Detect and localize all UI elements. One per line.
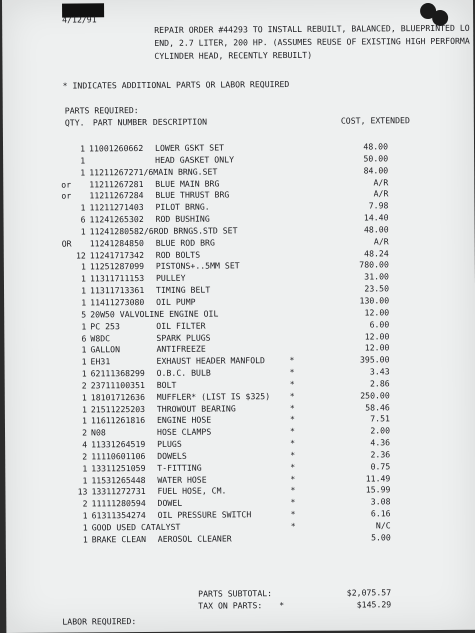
row-cost: 50.00 xyxy=(363,153,389,164)
row-description: WATER HOSE xyxy=(157,474,207,485)
row-description: TIMING BELT xyxy=(155,284,211,296)
row-part-number: PC 253 xyxy=(90,320,120,332)
totals-block xyxy=(6,587,475,614)
row-qty: 1 xyxy=(81,415,87,426)
row-qty: 1 xyxy=(82,522,88,533)
row-qty: 1 xyxy=(81,285,87,296)
row-part-number: GALLON xyxy=(90,344,121,355)
row-description: HEAD GASKET ONLY xyxy=(155,154,235,165)
row-description: MUFFLER* (LIST IS $325) xyxy=(156,390,271,402)
row-qty: 1 xyxy=(81,297,87,308)
row-part-number: 11241717342 xyxy=(89,249,145,260)
order-header xyxy=(154,23,475,64)
header-line-1: REPAIR ORDER #44293 TO INSTALL REBUILT, BALANCED, BLUEPRINTED LO xyxy=(154,22,470,35)
row-description: SPARK PLUGS xyxy=(156,332,211,343)
row-part-number: 62111368299 xyxy=(90,368,145,379)
row-qty: 5 xyxy=(81,309,87,320)
row-cost: A/R xyxy=(373,188,389,199)
row-cost: 250.00 xyxy=(360,390,390,401)
row-description: LOWER GSKT SET xyxy=(155,142,225,153)
row-description: ROD BOLTS xyxy=(155,249,201,260)
legend-note: * INDICATES ADDITIONAL PARTS OR LABOR REQUIRED xyxy=(62,78,290,91)
row-part-number: 11311711153 xyxy=(89,273,145,284)
row-part-number: 11241284850 xyxy=(89,237,144,249)
header-line-2: END, 2.7 LITER, 200 HP. (ASSUMES REUSE OF EXISTING HIGH PERFORMA xyxy=(154,35,470,48)
row-description: BLUE THRUST BRG xyxy=(155,189,230,201)
row-part-number: 11251287099 xyxy=(89,261,145,272)
row-cost: 48.00 xyxy=(363,141,389,152)
row-qty: 1 xyxy=(80,273,86,284)
table-row xyxy=(6,532,475,547)
row-part-number: 21511225203 xyxy=(90,403,146,414)
row-prefix: OR xyxy=(61,238,72,249)
row-description: PILOT BRNG. xyxy=(155,201,210,213)
column-header-qty: QTY. xyxy=(64,117,85,128)
row-qty: 1 xyxy=(80,226,86,237)
row-extra-marker: * xyxy=(290,509,296,520)
row-part-number: 18101712636 xyxy=(90,391,146,403)
row-qty: 1 xyxy=(80,143,86,154)
row-cost: 2.36 xyxy=(370,449,391,460)
row-part-number: 11211267284 xyxy=(89,190,144,201)
row-part-number: 11331264519 xyxy=(91,439,146,450)
row-qty: 2 xyxy=(81,380,87,391)
row-extra-marker: * xyxy=(289,402,295,413)
row-cost: 11.49 xyxy=(365,472,391,484)
row-description: BOLT xyxy=(156,379,177,390)
row-description: BLUE ROD BRG xyxy=(155,237,215,248)
row-cost: 23.50 xyxy=(364,283,390,294)
row-prefix: or xyxy=(61,190,72,201)
row-description: PLUGS xyxy=(157,438,182,450)
row-part-number: 23711100351 xyxy=(90,379,145,391)
row-part-number: 11611261816 xyxy=(90,415,146,426)
row-part-number: 61311354274 xyxy=(91,510,146,521)
row-qty: 1 xyxy=(80,261,86,272)
row-description: DOWELS xyxy=(157,450,187,461)
row-extra-marker: * xyxy=(289,414,295,425)
row-extra-marker: * xyxy=(290,449,296,460)
row-description: HOSE CLAMPS xyxy=(156,426,212,438)
row-description: EXHAUST HEADER MANFOLD xyxy=(156,355,266,367)
row-qty: 1 xyxy=(81,356,87,367)
row-cost: A/R xyxy=(373,176,389,187)
subtotal-value: $2,075.57 xyxy=(346,587,392,598)
row-part-number: 11111280594 xyxy=(91,498,146,509)
row-part-number: 11211271403 xyxy=(89,202,144,213)
row-description: OIL PRESSURE SWITCH xyxy=(157,509,252,521)
row-cost: 6.00 xyxy=(369,318,390,330)
row-cost: 6.16 xyxy=(370,508,391,519)
row-part-number: 13311251059 xyxy=(91,462,146,474)
row-cost: 2.00 xyxy=(370,425,391,436)
row-qty: 12 xyxy=(75,250,86,261)
row-qty: 1 xyxy=(80,202,86,213)
row-qty: 1 xyxy=(82,475,88,486)
row-description: ROD BUSHING xyxy=(155,213,210,224)
row-cost: N/C xyxy=(375,520,391,531)
row-part-number: W8DC xyxy=(90,332,111,343)
row-extra-marker: * xyxy=(290,473,296,484)
tax-row xyxy=(6,599,475,614)
parts-required-label: PARTS REQUIRED: xyxy=(64,105,139,116)
row-qty: 1 xyxy=(81,392,87,403)
row-qty: 1 xyxy=(82,510,88,521)
row-qty: 1 xyxy=(81,344,87,355)
row-prefix: or xyxy=(61,179,72,190)
row-part-number: 13311272731 xyxy=(91,486,146,497)
row-part-number: GOOD USED CATALYST xyxy=(91,521,181,533)
row-description: BLUE MAIN BRG xyxy=(155,178,220,189)
tax-star: * xyxy=(279,600,285,611)
row-qty: 1 xyxy=(80,167,86,178)
row-cost: 12.00 xyxy=(364,307,390,318)
row-qty: 1 xyxy=(81,368,87,379)
row-description: OIL PUMP xyxy=(156,296,196,307)
repair-order-sheet xyxy=(2,0,475,633)
row-qty: 4 xyxy=(82,439,88,450)
header-line-3: CYLINDER HEAD, RECENTLY REBUILT) xyxy=(154,49,313,61)
column-header-cost: COST, EXTENDED xyxy=(340,115,410,126)
row-description: T-FITTING xyxy=(157,462,202,473)
row-description: FUEL HOSE, CM. xyxy=(157,485,227,497)
row-cost: 12.00 xyxy=(364,330,390,341)
row-part-number: 11311713361 xyxy=(89,285,145,296)
row-part-number: 11531265448 xyxy=(91,474,146,486)
row-extra-marker: * xyxy=(289,366,295,378)
column-header-part-number: PART NUMBER xyxy=(92,116,148,128)
row-extra-marker: * xyxy=(290,438,296,449)
row-qty: 2 xyxy=(82,427,88,438)
row-part-number: 11211267271/6MAIN BRNG.SET xyxy=(89,166,218,178)
row-part-number: 11001260662 xyxy=(89,143,144,154)
row-cost: 5.00 xyxy=(371,532,391,543)
row-description: O.B.C. BULB xyxy=(156,367,211,378)
row-cost: 130.00 xyxy=(359,295,390,306)
row-cost: 48.24 xyxy=(364,247,389,259)
row-qty: 1 xyxy=(80,155,86,166)
row-extra-marker: * xyxy=(289,355,295,366)
row-extra-marker: * xyxy=(289,426,295,437)
row-description: PISTONS+..5MM SET xyxy=(155,260,240,272)
row-description: THROWOUT BEARING xyxy=(156,402,236,414)
row-cost: 58.46 xyxy=(365,401,390,413)
row-cost: 780.00 xyxy=(359,259,389,270)
row-description: PULLEY xyxy=(155,273,186,284)
order-date: 4/12/91 xyxy=(62,14,97,25)
row-part-number: 11241280582/6ROD BRNGS.STD SET xyxy=(89,225,238,237)
row-cost: A/R xyxy=(373,236,389,247)
row-cost: 14.40 xyxy=(363,212,389,223)
row-extra-marker: * xyxy=(290,497,296,508)
row-extra-marker: * xyxy=(290,485,296,496)
row-cost: 7.51 xyxy=(370,413,390,424)
subtotal-label: PARTS SUBTOTAL: xyxy=(198,588,273,599)
parts-list xyxy=(3,141,475,547)
row-qty: 13 xyxy=(77,486,88,497)
row-cost: 4.36 xyxy=(370,437,391,448)
tax-value: $145.29 xyxy=(356,599,392,610)
row-cost: 12.00 xyxy=(364,342,390,353)
row-description: ENGINE HOSE xyxy=(156,414,212,426)
row-cost: 3.08 xyxy=(370,496,391,507)
row-part-number: 11411273080 xyxy=(90,296,145,308)
row-qty: 1 xyxy=(81,321,87,332)
row-qty: 2 xyxy=(82,498,88,509)
row-cost: 2.86 xyxy=(369,378,390,389)
row-qty: 1 xyxy=(82,534,88,545)
tax-label: TAX ON PARTS: xyxy=(198,600,263,611)
row-qty: 1 xyxy=(81,403,87,415)
row-cost: 7.98 xyxy=(368,200,389,211)
row-cost: 395.00 xyxy=(359,354,390,365)
row-description: AEROSOL CLEANER xyxy=(157,533,232,544)
row-part-number: 20W50 VALVOLINE ENGINE OIL xyxy=(90,308,219,320)
row-extra-marker: * xyxy=(289,378,295,389)
row-qty: 6 xyxy=(81,332,87,343)
row-qty: 1 xyxy=(82,463,88,474)
row-extra-marker: * xyxy=(290,520,296,531)
row-part-number: N08 xyxy=(90,427,106,438)
row-cost: 48.00 xyxy=(363,224,389,235)
labor-required-label: LABOR REQUIRED: xyxy=(62,616,137,627)
row-cost: 84.00 xyxy=(363,164,389,176)
row-cost: 15.99 xyxy=(365,484,391,495)
row-part-number: EH31 xyxy=(90,356,111,367)
row-qty: 6 xyxy=(80,214,86,225)
row-extra-marker: * xyxy=(290,461,296,472)
row-part-number: BRAKE CLEAN xyxy=(91,533,147,545)
row-part-number: 11110601106 xyxy=(91,450,146,462)
row-cost: 0.75 xyxy=(370,461,391,472)
row-qty: 2 xyxy=(82,451,88,462)
row-cost: 31.00 xyxy=(364,271,389,282)
row-description: ANTIFREEZE xyxy=(156,343,206,355)
row-part-number: 11211267281 xyxy=(89,178,144,189)
row-cost: 3.43 xyxy=(369,366,390,377)
row-description: DOWEL xyxy=(157,498,183,509)
row-extra-marker: * xyxy=(289,390,295,401)
column-header-description: DESCRIPTION xyxy=(152,116,208,127)
row-description: OIL FILTER xyxy=(156,320,206,331)
row-part-number: 11241265302 xyxy=(89,214,144,225)
